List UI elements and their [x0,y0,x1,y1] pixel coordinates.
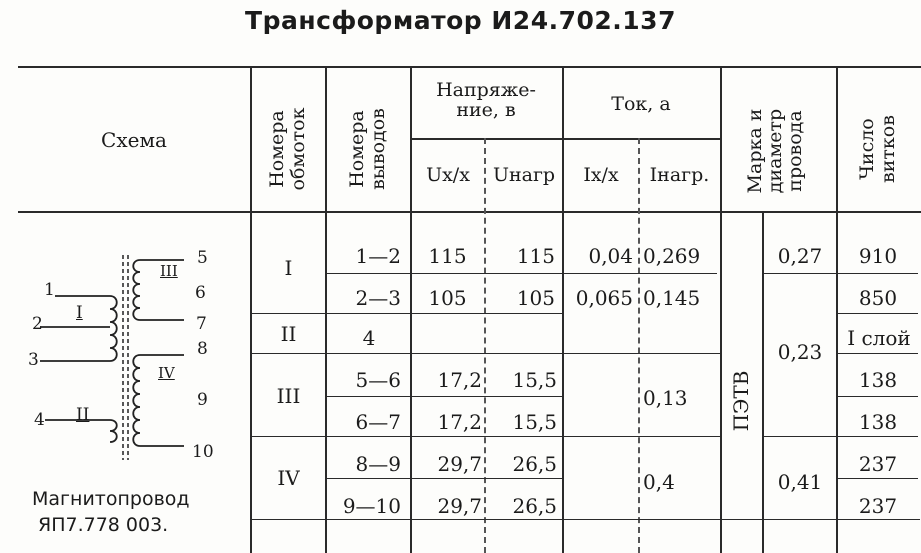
cell-uload: 15,5 [512,410,557,434]
core-caption: Магнитопровод ЯП7.778 003. [32,488,190,536]
cell-uload: 105 [516,286,555,310]
cell-leads: 4 [362,326,376,350]
pin-label: 3 [28,350,39,370]
header-uload: Uнагр [492,164,556,186]
winding-label: III [160,262,178,280]
header-turns: Число витков [856,115,899,183]
pin-label: 4 [34,410,45,430]
row-rule [250,313,562,314]
cell-leads: 5—6 [355,368,401,392]
cell-ux: 29,7 [437,494,482,518]
cell-turns: 138 [858,368,898,392]
winding-number: I [284,256,293,280]
header-current: Ток, а [611,93,671,115]
wire-diameter: 0,23 [777,340,823,364]
wire-brand: ПЭТВ [729,370,753,432]
cell-turns: 138 [858,410,898,434]
header-ix: Ix/x [583,164,619,186]
header-iload: Iнагр. [649,164,710,186]
header-leads: Номера выводов [346,108,389,190]
row-rule [838,273,918,274]
winding-label: II [76,405,90,425]
cell-turns: 850 [858,286,898,310]
pin-label: 9 [197,390,208,410]
cell-turns: 910 [858,244,898,268]
header-windings: Номера обмоток [266,107,309,191]
col-divider [720,66,722,553]
cell-ix: 0,04 [588,244,633,268]
row-rule [250,519,920,520]
winding-label: IV [158,364,175,382]
winding-number: III [276,384,301,408]
cell-leads: 2—3 [355,286,401,310]
cell-iload: 0,269 [643,244,701,268]
row-rule [325,273,717,274]
cell-turns: 237 [858,494,898,518]
cell-leads: 9—10 [342,494,401,518]
pin-label: 10 [192,442,214,462]
cell-leads: 1—2 [355,244,401,268]
pin-label: 7 [196,314,207,334]
cell-uload: 26,5 [512,494,557,518]
cell-iload: 0,13 [643,386,688,410]
cell-leads: 8—9 [355,452,401,476]
winding-number: II [280,322,297,346]
col-divider [638,138,640,553]
table-top-rule [18,66,921,68]
row-rule [325,396,562,397]
row-rule [250,436,720,437]
page-title: Трансформатор И24.702.137 [245,6,676,35]
winding-number: IV [277,466,300,490]
cell-ux: 105 [428,286,467,310]
cell-ux: 17,2 [437,410,482,434]
row-rule [325,478,562,479]
cell-turns: 237 [858,452,898,476]
header-voltage: Напряже- ние, в [436,79,536,121]
row-rule [838,478,918,479]
cell-iload: 0,4 [643,470,675,494]
voltage-current-subrule [410,138,720,140]
pin-label: 1 [44,280,55,300]
row-rule [838,396,918,397]
cell-iload: 0,145 [643,286,701,310]
pin-label: 6 [195,283,206,303]
pin-label: 5 [197,248,208,268]
row-rule [250,353,720,354]
cell-ux: 115 [428,244,467,268]
wire-diameter: 0,41 [777,470,823,494]
row-rule [838,353,918,354]
header-scheme: Схема [101,128,167,152]
cell-ux: 17,2 [437,368,482,392]
row-rule [762,436,836,437]
cell-leads: 6—7 [355,410,401,434]
cell-uload: 15,5 [512,368,557,392]
row-rule [838,436,918,437]
cell-uload: 26,5 [512,452,557,476]
row-rule [762,273,836,274]
col-divider [484,138,486,553]
wire-diameter: 0,27 [777,244,823,268]
cell-turns: I слой [847,326,911,350]
cell-ux: 29,7 [437,452,482,476]
pin-label: 2 [32,314,43,334]
cell-ix: 0,065 [575,286,633,310]
row-rule [838,313,918,314]
header-wire: Марка и диаметр провода [744,108,806,194]
winding-label: I [76,303,83,323]
header-ux: Ux/x [426,164,470,186]
pin-label: 8 [197,339,208,359]
cell-uload: 115 [516,244,555,268]
